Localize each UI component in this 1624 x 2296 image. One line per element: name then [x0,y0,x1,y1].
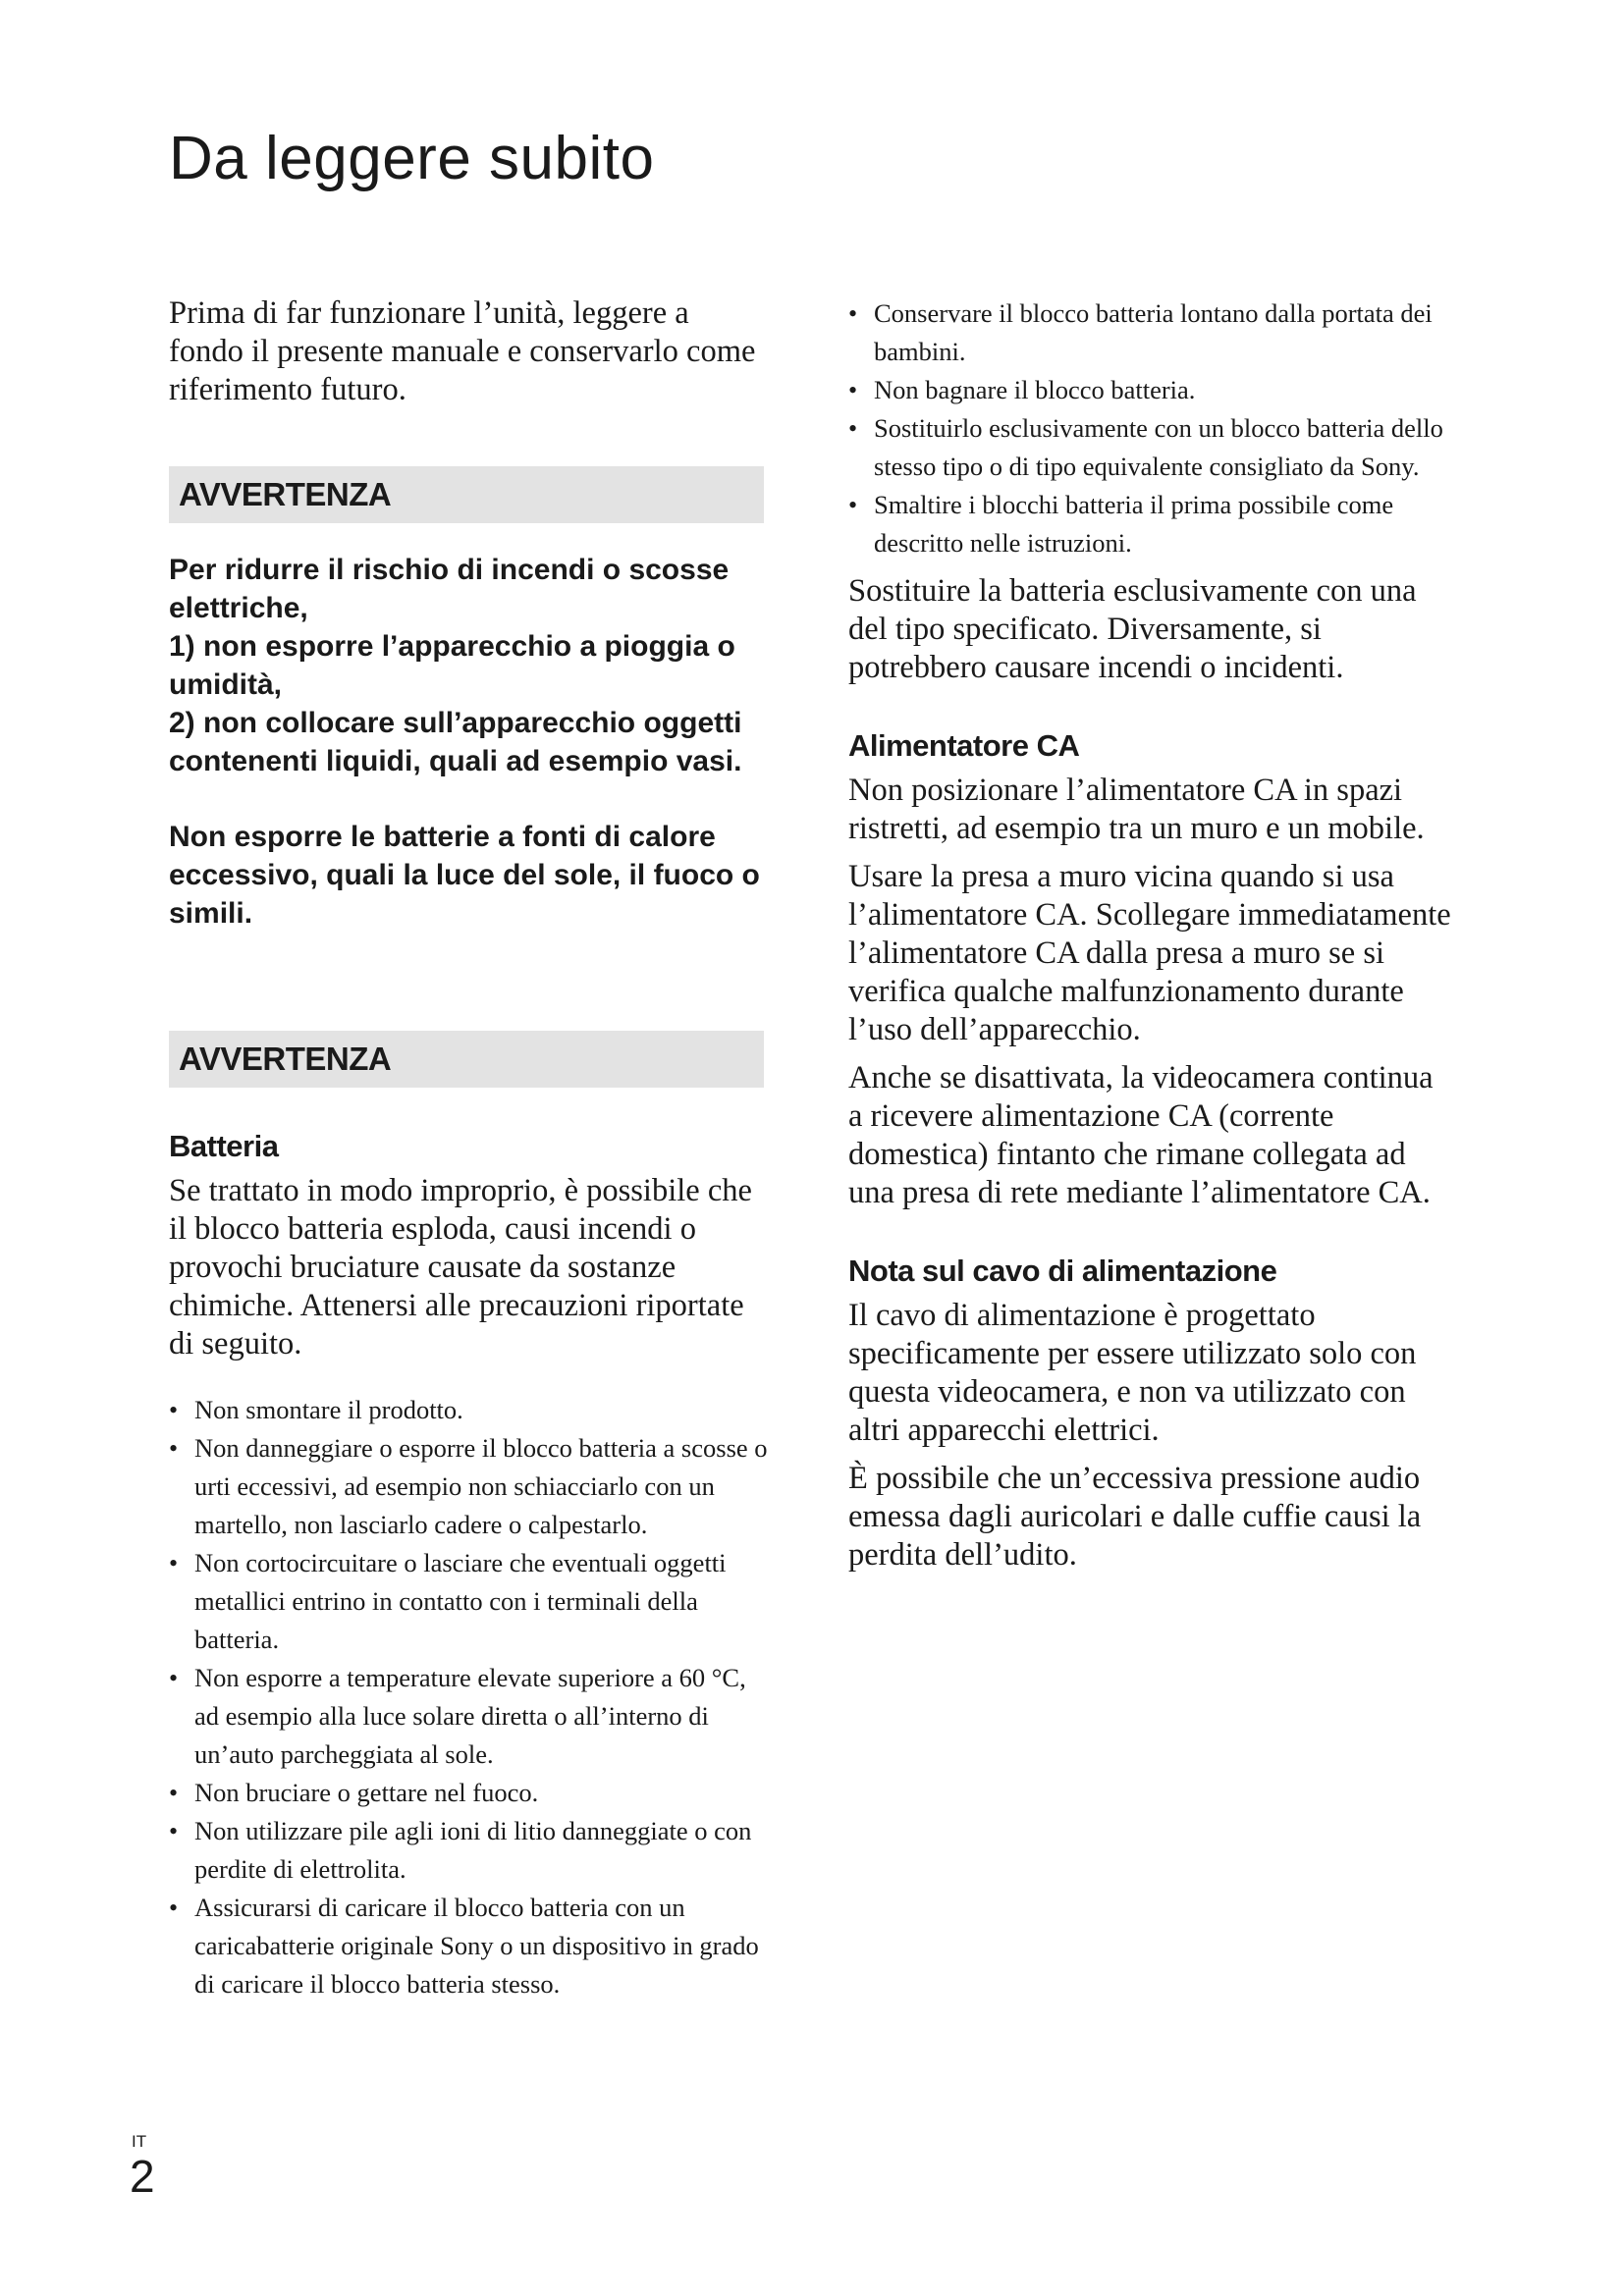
list-item: • Non smontare il prodotto. [169,1391,770,1429]
page-language-code: IT [132,2132,147,2151]
battery-heat-warning: Non esporre le batterie a fonti di calore eccessivo, quali la luce del sole, il fuoco o simili. [169,821,760,930]
list-item: • Assicurarsi di caricare il blocco batteria con un caricabatterie originale Sony o un dispositivo in grado di caricare il blocco batteria stesso. [169,1889,770,2003]
ac-adapter-heading: Alimentatore CA [848,728,1080,763]
warning-heading-1: AVVERTENZA [169,466,764,523]
list-item: • Non bagnare il blocco batteria. [848,371,1453,409]
ac-paragraph: Non posizionare l’alimentatore CA in spazi ristretti, ad esempio tra un muro e un mobile. [848,773,1425,846]
warning-block-1 [169,551,770,780]
battery-paragraph: Se trattato in modo improprio, è possibile che il blocco batteria esploda, causi incendi o provochi bruciature causate da sostanze chimiche. Attenersi alle precauzioni riportate di seguito. [169,1173,752,1362]
ac-paragraph: Usare la presa a muro vicina quando si usa l’alimentatore CA. Scollegare immediatamente l’alimentatore CA dalla presa a muro se si verifica qualche malfunzionamento durante l’uso dell’apparecchio. [848,859,1451,1047]
ac-paragraph: Anche se disattivata, la videocamera continua a ricevere alimentazione CA (corrente domestica) fintanto che rimane collegata ad una presa di rete mediante l’alimentatore CA. [848,1060,1434,1210]
right-column [848,294,1453,1584]
left-column [169,294,770,2003]
replace-battery-paragraph: Sostituire la batteria esclusivamente con una del tipo specificato. Diversamente, si potrebbero causare incendi o incidenti. [848,573,1417,685]
power-cable-heading: Nota sul cavo di alimentazione [848,1254,1277,1288]
warning-line: 2) non collocare sull’apparecchio oggetti contenenti liquidi, quali ad esempio vasi. [169,707,742,777]
list-item: • Smaltire i blocchi batteria il prima possibile come descritto nelle istruzioni. [848,486,1453,562]
cable-paragraph: Il cavo di alimentazione è progettato specificamente per essere utilizzato solo con questa videocamera, e non va utilizzato con altri apparecchi elettrici. [848,1298,1417,1448]
list-item: • Non utilizzare pile agli ioni di litio danneggiate o con perdite di elettrolita. [169,1812,770,1889]
warning-heading-2: AVVERTENZA [169,1031,764,1088]
list-item: • Non cortocircuitare o lasciare che eventuali oggetti metallici entrino in contatto con i terminali della batteria. [169,1544,770,1659]
battery-care-list [848,294,1453,562]
cable-paragraph: È possibile che un’eccessiva pressione audio emessa dagli auricolari e dalle cuffie causi la perdita dell’udito. [848,1461,1422,1573]
page-number: 2 [130,2151,155,2202]
warning-line: Per ridurre il rischio di incendi o scosse elettriche, [169,554,730,624]
list-item: • Non danneggiare o esporre il blocco batteria a scosse o urti eccessivi, ad esempio non schiacciarlo con un martello, non lasciarlo cadere o calpestarlo. [169,1429,770,1544]
warning-line: 1) non esporre l’apparecchio a pioggia o umidità, [169,630,735,701]
page-title: Da leggere subito [169,125,655,192]
list-item: • Non bruciare o gettare nel fuoco. [169,1774,770,1812]
list-item: • Sostituirlo esclusivamente con un blocco batteria dello stesso tipo o di tipo equivalente consigliato da Sony. [848,409,1453,486]
intro-paragraph: Prima di far funzionare l’unità, leggere a fondo il presente manuale e conservarlo come riferimento futuro. [169,295,756,407]
list-item: • Non esporre a temperature elevate superiore a 60 °C, ad esempio alla luce solare diretta o all’interno di un’auto parcheggiata al sole. [169,1659,770,1774]
battery-heading: Batteria [169,1129,279,1163]
battery-precautions-list [169,1391,770,2003]
list-item: • Conservare il blocco batteria lontano dalla portata dei bambini. [848,294,1453,371]
